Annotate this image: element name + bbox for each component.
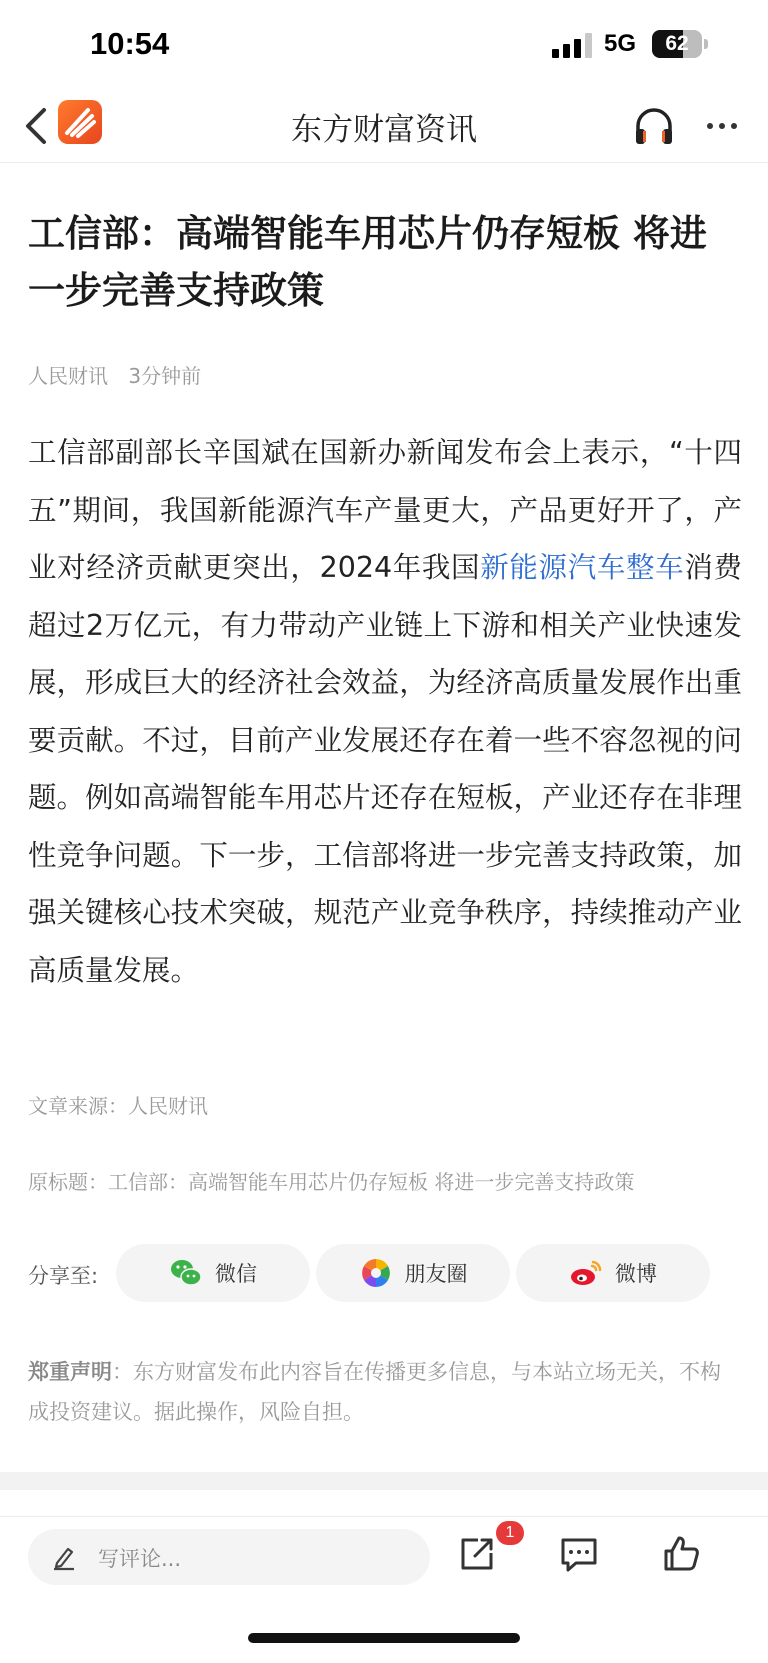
disclaimer-text: ：东方财富发布此内容旨在传播更多信息，与本站立场无关，不构成投资建议。据此操作，风险自担。 [28, 1360, 721, 1424]
moments-icon [359, 1256, 393, 1290]
body-text-1: 工信部副部长辛国斌在国新办新闻发布会上表示，“十四五”期间，我国新能源汽车产量更大，产品更好开了，产业对经济贡献更突出，2024年我国 [28, 436, 742, 584]
article-body [28, 424, 742, 999]
article-source-name: 人民财讯 [28, 364, 108, 388]
status-time: 10:54 [90, 26, 170, 61]
nav-bar [0, 92, 768, 163]
comment-icon[interactable] [556, 1531, 602, 1577]
article-source: 文章来源：人民财讯 [28, 1094, 208, 1118]
body-link[interactable]: 新能源汽车整车 [480, 551, 685, 584]
disclaimer-heading: 郑重声明 [28, 1360, 112, 1384]
back-arrow-icon[interactable] [22, 104, 52, 148]
wechat-icon [169, 1256, 203, 1290]
body-text-2: 消费超过2万亿元，有力带动产业链上下游和相关产业快速发展，形成巨大的经济社会效益，为经济高质量发展作出重要贡献。不过，目前产业发展还存在着一些不容忽视的问题。例如高端智能车用芯片还存在短板，产业还存在非理性竞争问题。下一步，工信部将进一步完善支持政策，加强关键核心技术突破，规范产业竞争秩序，持续推动产业高质量发展。 [28, 551, 742, 987]
network-type: 5G [604, 30, 637, 57]
section-divider [0, 1472, 768, 1490]
share-moments-label: 朋友圈 [404, 1262, 468, 1286]
article-title: 工信部：高端智能车用芯片仍存短板 将进一步完善支持政策 [28, 212, 707, 312]
share-weibo-button[interactable] [516, 1244, 710, 1302]
share-moments-button[interactable] [316, 1244, 510, 1302]
article-meta [28, 360, 215, 389]
pen-icon [50, 1543, 78, 1571]
page-title: 东方财富资讯 [291, 112, 477, 148]
more-icon[interactable] [700, 104, 744, 148]
headphone-icon[interactable] [632, 104, 676, 148]
share-label: 分享至: [28, 1264, 99, 1288]
original-title: 原标题：工信部：高端智能车用芯片仍存短板 将进一步完善支持政策 [28, 1170, 635, 1194]
comment-placeholder: 写评论... [98, 1547, 182, 1571]
disclaimer [28, 1352, 728, 1432]
article-time: 3分钟前 [128, 364, 202, 388]
like-icon[interactable] [658, 1531, 704, 1577]
battery-icon [652, 30, 702, 58]
comment-input[interactable] [28, 1529, 430, 1585]
home-indicator [248, 1633, 520, 1643]
share-wechat-label: 微信 [215, 1262, 257, 1286]
status-bar [0, 0, 768, 92]
battery-level: 62 [665, 32, 689, 55]
share-wechat-button[interactable] [116, 1244, 310, 1302]
share-out-icon[interactable] [454, 1531, 500, 1577]
share-count-badge: 1 [496, 1521, 524, 1545]
share-weibo-label: 微博 [615, 1262, 657, 1286]
battery-tip [704, 39, 708, 49]
app-logo-icon [58, 100, 102, 144]
signal-icon [552, 32, 594, 58]
weibo-icon [569, 1256, 603, 1290]
